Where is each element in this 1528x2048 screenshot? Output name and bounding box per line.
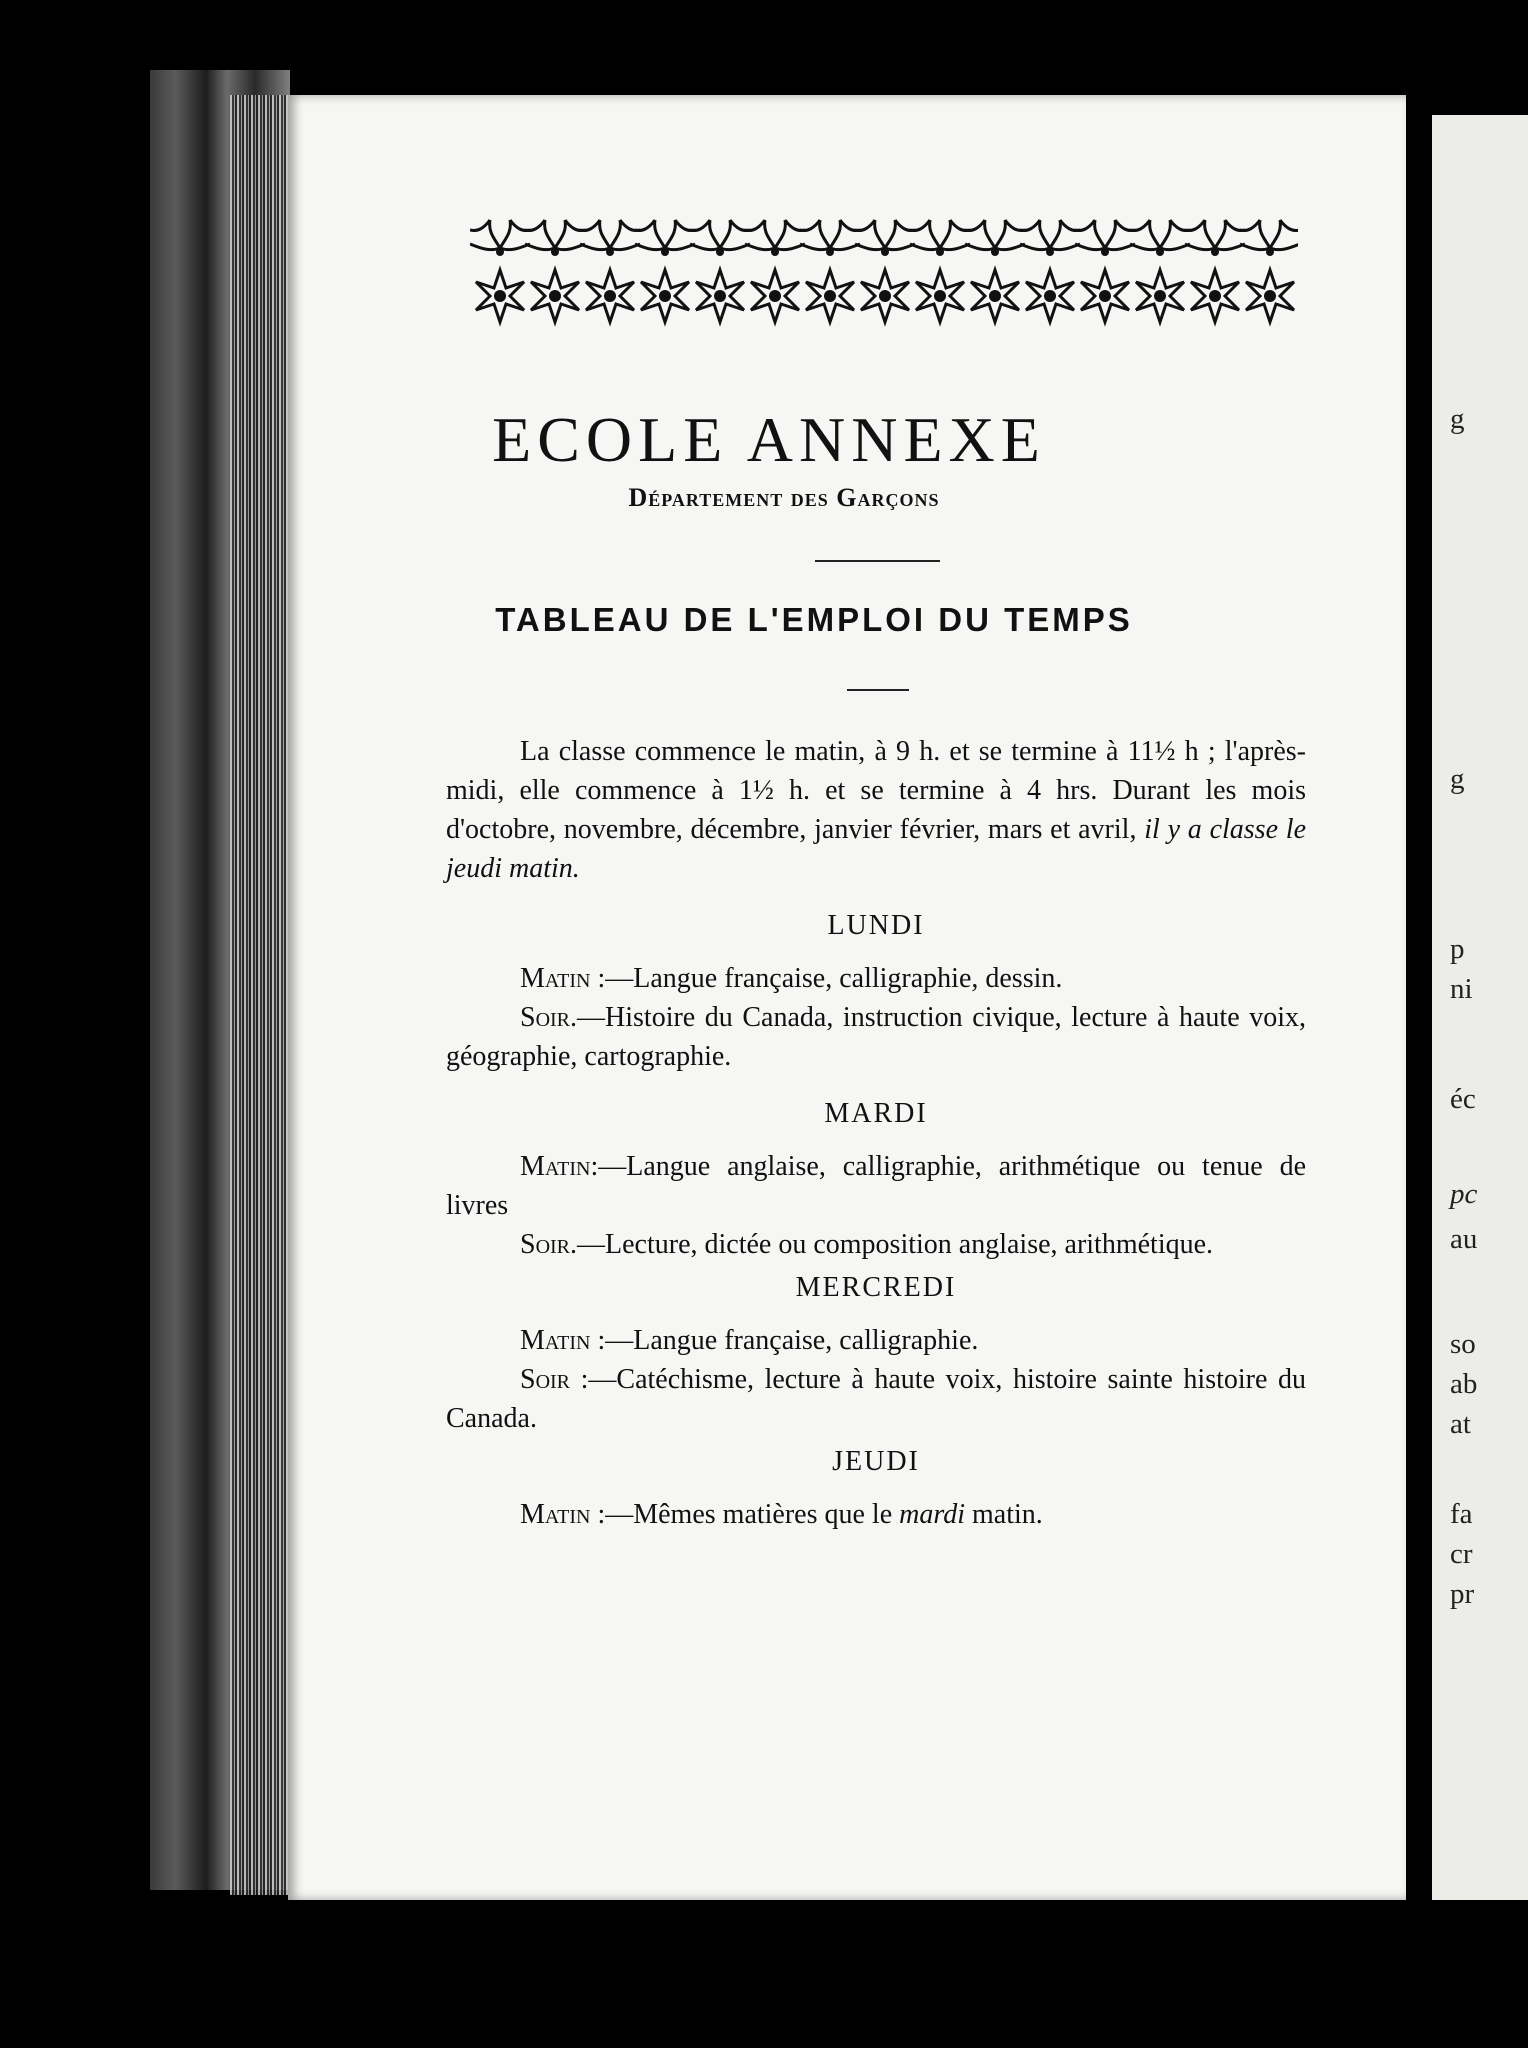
intro-paragraph — [446, 732, 1306, 888]
entry-text: Mêmes matières que le — [633, 1499, 900, 1530]
schedule-entry — [446, 959, 1306, 998]
day-heading: MARDI — [824, 1098, 928, 1129]
entry-separator: .— — [570, 1002, 606, 1033]
adjacent-page-fragment: pr — [1450, 1578, 1475, 1610]
adjacent-page-fragment: g — [1450, 763, 1465, 795]
entry-text: Lecture, dictée ou composition anglaise, arithmétique. — [605, 1229, 1214, 1260]
schedule-entry — [446, 1225, 1306, 1264]
entry-separator: :— — [590, 963, 634, 994]
divider-rule-short — [847, 689, 909, 691]
entry-label: Matin — [520, 963, 591, 994]
entry-label: Soir — [520, 1364, 571, 1395]
entry-text: Langue française, calligraphie. — [633, 1325, 979, 1356]
entry-text: Catéchisme, lecture à haute voix, histoire sainte histoire du Canada. — [446, 1364, 1306, 1434]
entry-separator: :— — [590, 1325, 634, 1356]
document-title: ECOLE ANNEXE — [492, 404, 1046, 475]
day-heading: JEUDI — [832, 1446, 920, 1477]
adjacent-page-fragment: at — [1450, 1408, 1471, 1440]
adjacent-page-fragment: éc — [1450, 1083, 1476, 1115]
document-subtitle: Département des Garçons — [628, 483, 940, 512]
entry-label: Soir — [520, 1002, 571, 1033]
entry-separator: :— — [590, 1499, 634, 1530]
entry-separator: :— — [590, 1151, 627, 1182]
entry-label: Matin — [520, 1151, 591, 1182]
schedule-entry — [446, 998, 1306, 1076]
schedule-entry — [446, 1321, 1306, 1360]
adjacent-page-fragment: ni — [1450, 973, 1473, 1005]
day-heading: MERCREDI — [795, 1272, 957, 1303]
adjacent-page-fragment: p — [1450, 933, 1465, 965]
entry-text: Histoire du Canada, instruction civique, lecture à haute voix, géographie, cartographie. — [446, 1002, 1306, 1072]
adjacent-page-fragment: pc — [1450, 1178, 1478, 1210]
adjacent-page-fragment: au — [1450, 1223, 1478, 1255]
intro-emphasis: il y a classe le jeudi matin. — [446, 814, 1306, 884]
adjacent-page-fragment: cr — [1450, 1538, 1473, 1570]
adjacent-page-fragment: g — [1450, 403, 1465, 435]
entry-text: Langue anglaise, calligraphie, arithmétique ou tenue de livres — [446, 1151, 1306, 1221]
section-heading: TABLEAU DE L'EMPLOI DU TEMPS — [495, 601, 1133, 638]
entry-label: Matin — [520, 1499, 591, 1530]
decorative-flower-border — [470, 210, 1298, 330]
ornament-row-top — [470, 220, 1298, 256]
adjacent-page — [1432, 115, 1528, 1900]
ornament-row-bottom — [476, 270, 1294, 322]
intro-text: La classe commence le matin, à 9 h. et se termine à 11½ h ; l'après-midi, elle commence à 1½ h. et se termine à 4 hrs. Durant les mois d'octobre, novembre, décembre, janvier février, mars et avril, — [446, 736, 1306, 845]
entry-emphasis: mardi — [899, 1499, 965, 1530]
entry-separator: :— — [570, 1364, 617, 1395]
entry-label: Matin — [520, 1325, 591, 1356]
entry-separator: .— — [570, 1229, 606, 1260]
schedule-entry — [446, 1495, 1306, 1534]
schedule-entry — [446, 1360, 1306, 1438]
day-heading: LUNDI — [827, 910, 925, 941]
schedule-body — [446, 732, 1306, 1534]
entry-text-after: matin. — [965, 1499, 1043, 1530]
adjacent-page-fragment: ab — [1450, 1368, 1478, 1400]
page-edges — [230, 95, 290, 1895]
entry-text: Langue française, calligraphie, dessin. — [633, 963, 1063, 994]
divider-rule — [815, 560, 940, 562]
adjacent-page-fragment: so — [1450, 1328, 1476, 1360]
schedule-entry — [446, 1147, 1306, 1225]
adjacent-page-fragment: fa — [1450, 1498, 1473, 1530]
entry-label: Soir — [520, 1229, 571, 1260]
